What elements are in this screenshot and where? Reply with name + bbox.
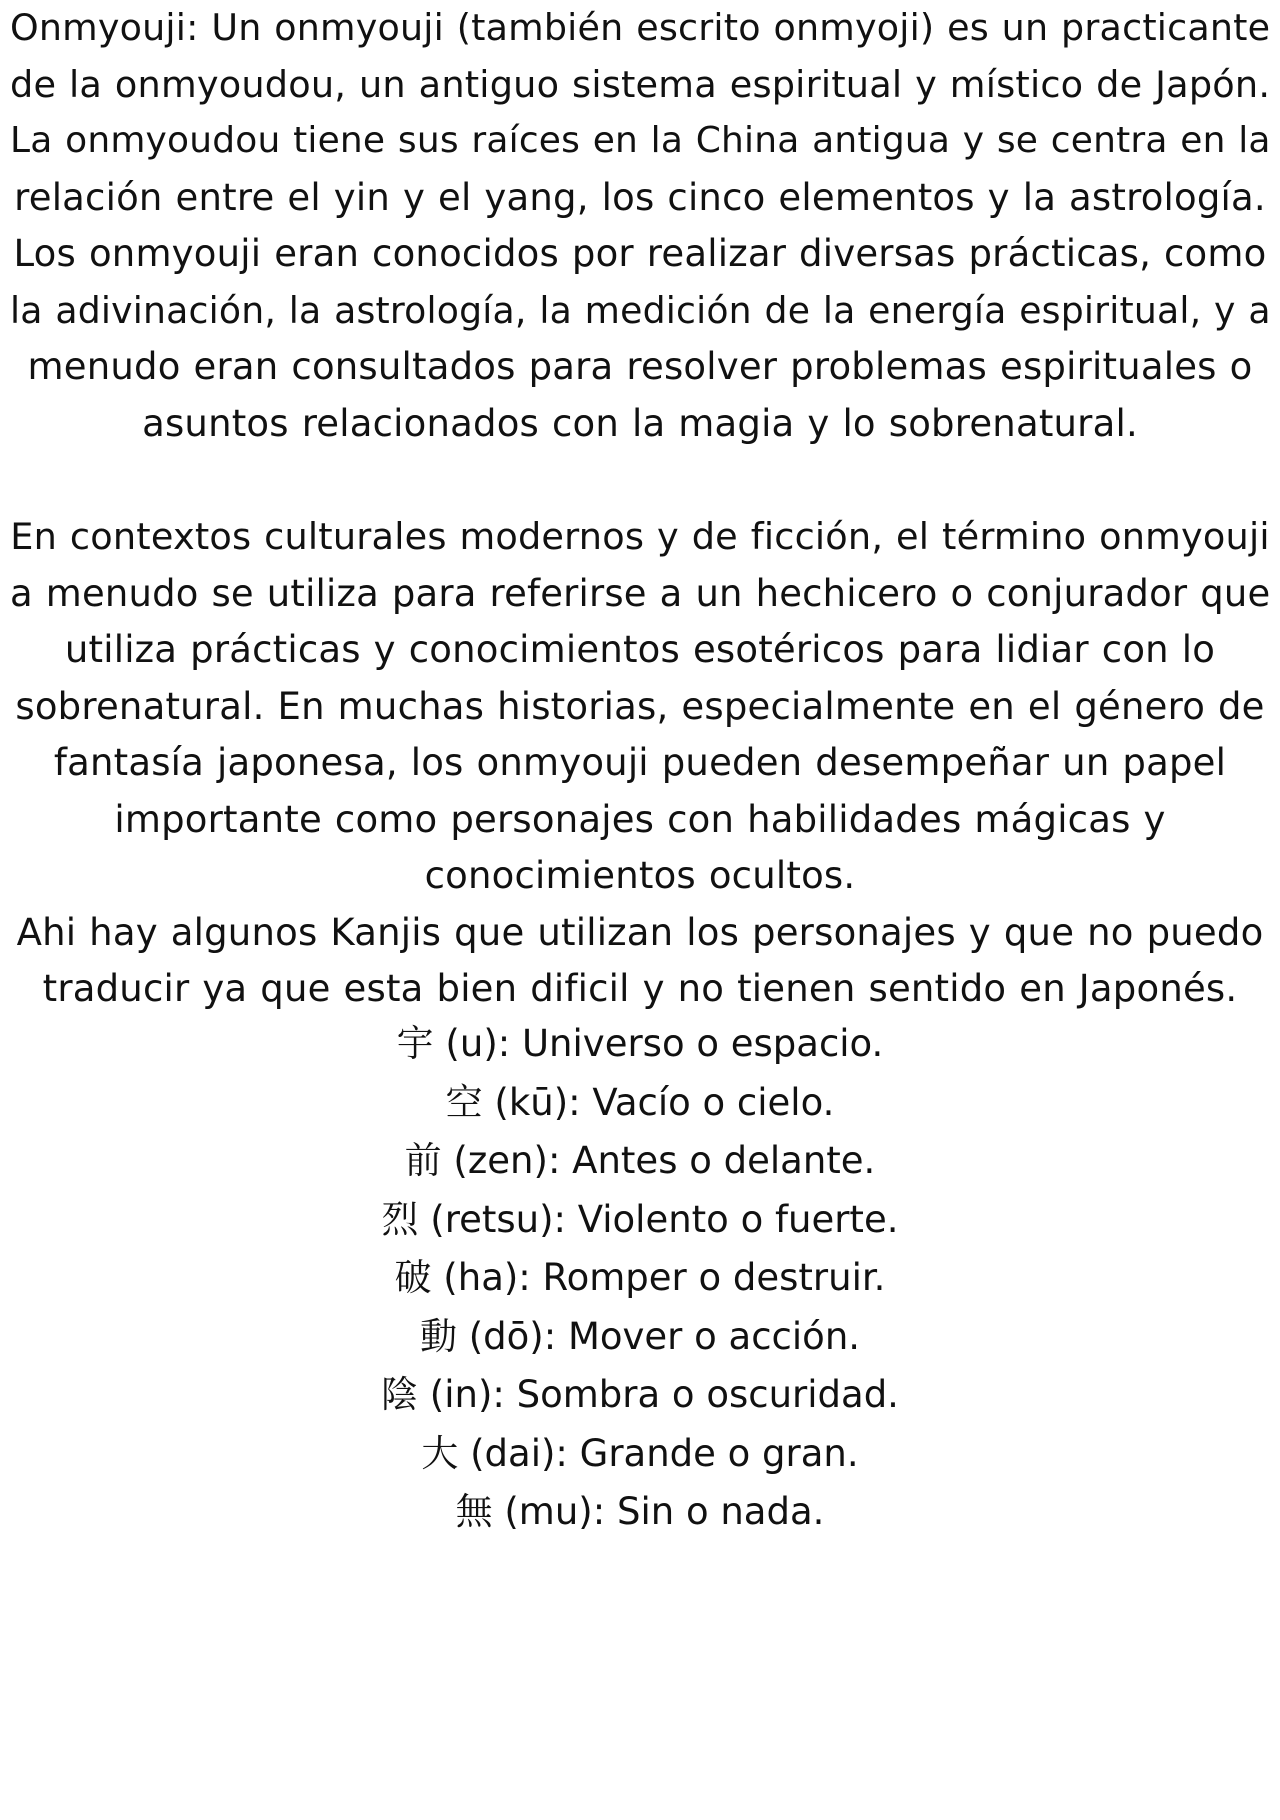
glossary-entry [0,1074,1280,1133]
intro-line: menudo eran consultados para resolver problemas espirituales o [27,345,1253,388]
modern-line: fantasía japonesa, los onmyouji pueden desempeñar un papel [53,741,1227,784]
intro-line: Los onmyouji eran conocidos por realizar diversas prácticas, como [13,232,1267,275]
kanji-character: 動 [419,1314,457,1358]
kanji-character: 大 [421,1431,459,1475]
glossary-entry [0,1425,1280,1484]
kanji-character: 烈 [381,1197,419,1241]
kanji-meaning: (u): Universo o espacio. [433,1022,884,1065]
glossary-entry [0,1483,1280,1542]
kanji-meaning: (dō): Mover o acción. [456,1314,861,1358]
kanji-glossary [0,1015,1280,1542]
intro-paragraph [10,0,1270,452]
kanji-character: 空 [445,1080,483,1124]
intro-line: de la onmyoudou, un antiguo sistema espiritual y místico de Japón. [10,62,1271,106]
kanji-character: 無 [455,1490,493,1533]
glossary-entry [0,1191,1280,1250]
kanji-character: 破 [394,1256,432,1299]
kanji-meaning: (ha): Romper o destruir. [431,1256,886,1299]
kanji-character: 前 [404,1139,442,1182]
glossary-entry [0,1249,1280,1308]
glossary-entry [0,1366,1280,1425]
modern-line: a menudo se utiliza para referirse a un hechicero o conjurador que [10,571,1271,615]
kanji-meaning: (dai): Grande o gran. [458,1431,859,1475]
intro-line: asuntos relacionados con la magia y lo sobrenatural. [142,401,1138,445]
kanji-character: 陰 [381,1373,419,1416]
modern-line: importante como personajes con habilidades mágicas y [114,797,1166,841]
modern-line: En contextos culturales modernos y de ficción, el término onmyouji [10,515,1270,558]
modern-line: utiliza prácticas y conocimientos esotéricos para lidiar con lo [64,628,1216,671]
modern-context-paragraph [10,509,1270,1018]
glossary-entry [0,1015,1280,1074]
kanji-character: 宇 [396,1022,434,1065]
intro-line: relación entre el yin y el yang, los cinco elementos y la astrología. [14,175,1266,219]
intro-line: La onmyoudou tiene sus raíces en la China antigua y se centra en la [10,120,1271,161]
kanji-meaning: (mu): Sin o nada. [492,1490,825,1533]
kanji-meaning: (zen): Antes o delante. [441,1139,876,1182]
modern-line: Ahi hay algunos Kanjis que utilizan los personajes y que no puedo [16,910,1264,954]
intro-line: la adivinación, la astrología, la medición de la energía espiritual, y a [10,288,1271,332]
kanji-meaning: (kū): Vacío o cielo. [482,1080,835,1124]
modern-line: conocimientos ocultos. [424,854,856,897]
intro-line: Onmyouji: Un onmyouji (también escrito onmyoji) es un practicante [10,6,1271,49]
kanji-meaning: (retsu): Violento o fuerte. [418,1197,899,1241]
glossary-entry [0,1132,1280,1191]
kanji-meaning: (in): Sombra o oscuridad. [418,1373,899,1416]
modern-line: traducir ya que esta bien dificil y no tienen sentido en Japonés. [42,967,1238,1010]
modern-line: sobrenatural. En muchas historias, especialmente en el género de [15,684,1265,728]
glossary-entry [0,1308,1280,1367]
